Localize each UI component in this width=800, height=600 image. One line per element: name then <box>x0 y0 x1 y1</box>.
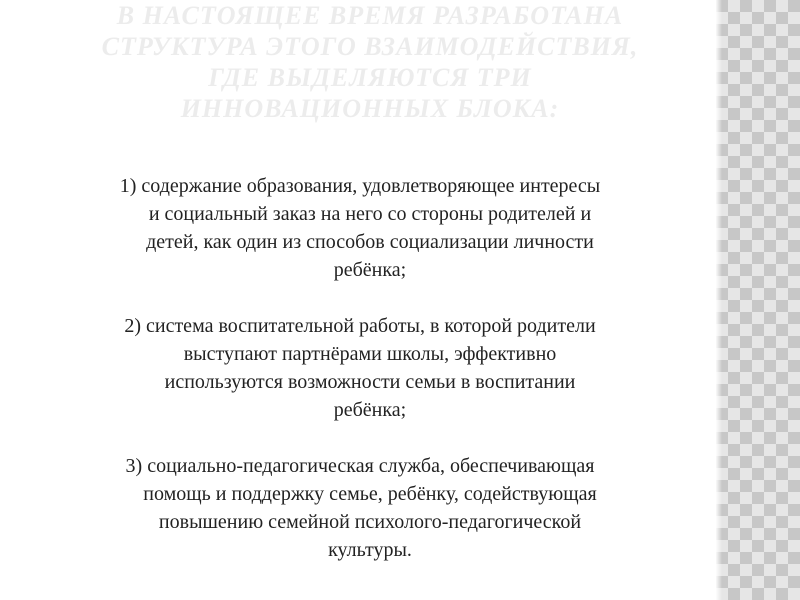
list-item-2 <box>40 312 680 424</box>
title-line: ИННОВАЦИОННЫХ БЛОКА: <box>180 94 560 123</box>
item-line: выступают партнёрами школы, эффективно <box>183 343 557 365</box>
title-line: В НАСТОЯЩЕЕ ВРЕМЯ РАЗРАБОТАНА <box>116 1 624 30</box>
item-line: ребёнка; <box>333 259 407 281</box>
item-line: 3) социально-педагогическая служба, обеспечивающая <box>125 455 595 477</box>
decorative-pattern-strip <box>716 0 800 600</box>
item-line: используются возможности семьи в воспитании <box>164 371 576 393</box>
item-line: и социальный заказ на него со стороны родителей и <box>148 203 592 225</box>
item-line: повышению семейной психолого-педагогической <box>158 511 582 533</box>
item-line: 1) содержание образования, удовлетворяющее интересы <box>119 175 601 197</box>
item-line: культуры. <box>328 539 412 561</box>
slide-title <box>70 0 670 124</box>
title-line: ГДЕ ВЫДЕЛЯЮТСЯ ТРИ <box>208 63 532 92</box>
item-line: 2) система воспитательной работы, в которой родители <box>124 315 596 337</box>
item-line: помощь и поддержку семье, ребёнку, содействующая <box>143 483 597 505</box>
list-item-3 <box>40 452 680 564</box>
item-line: ребёнка; <box>333 399 407 421</box>
slide-body <box>40 172 680 592</box>
title-line: СТРУКТУРА ЭТОГО ВЗАИМОДЕЙСТВИЯ, <box>101 32 639 61</box>
item-line: детей, как один из способов социализации личности <box>146 231 594 253</box>
list-item-1 <box>40 172 680 284</box>
